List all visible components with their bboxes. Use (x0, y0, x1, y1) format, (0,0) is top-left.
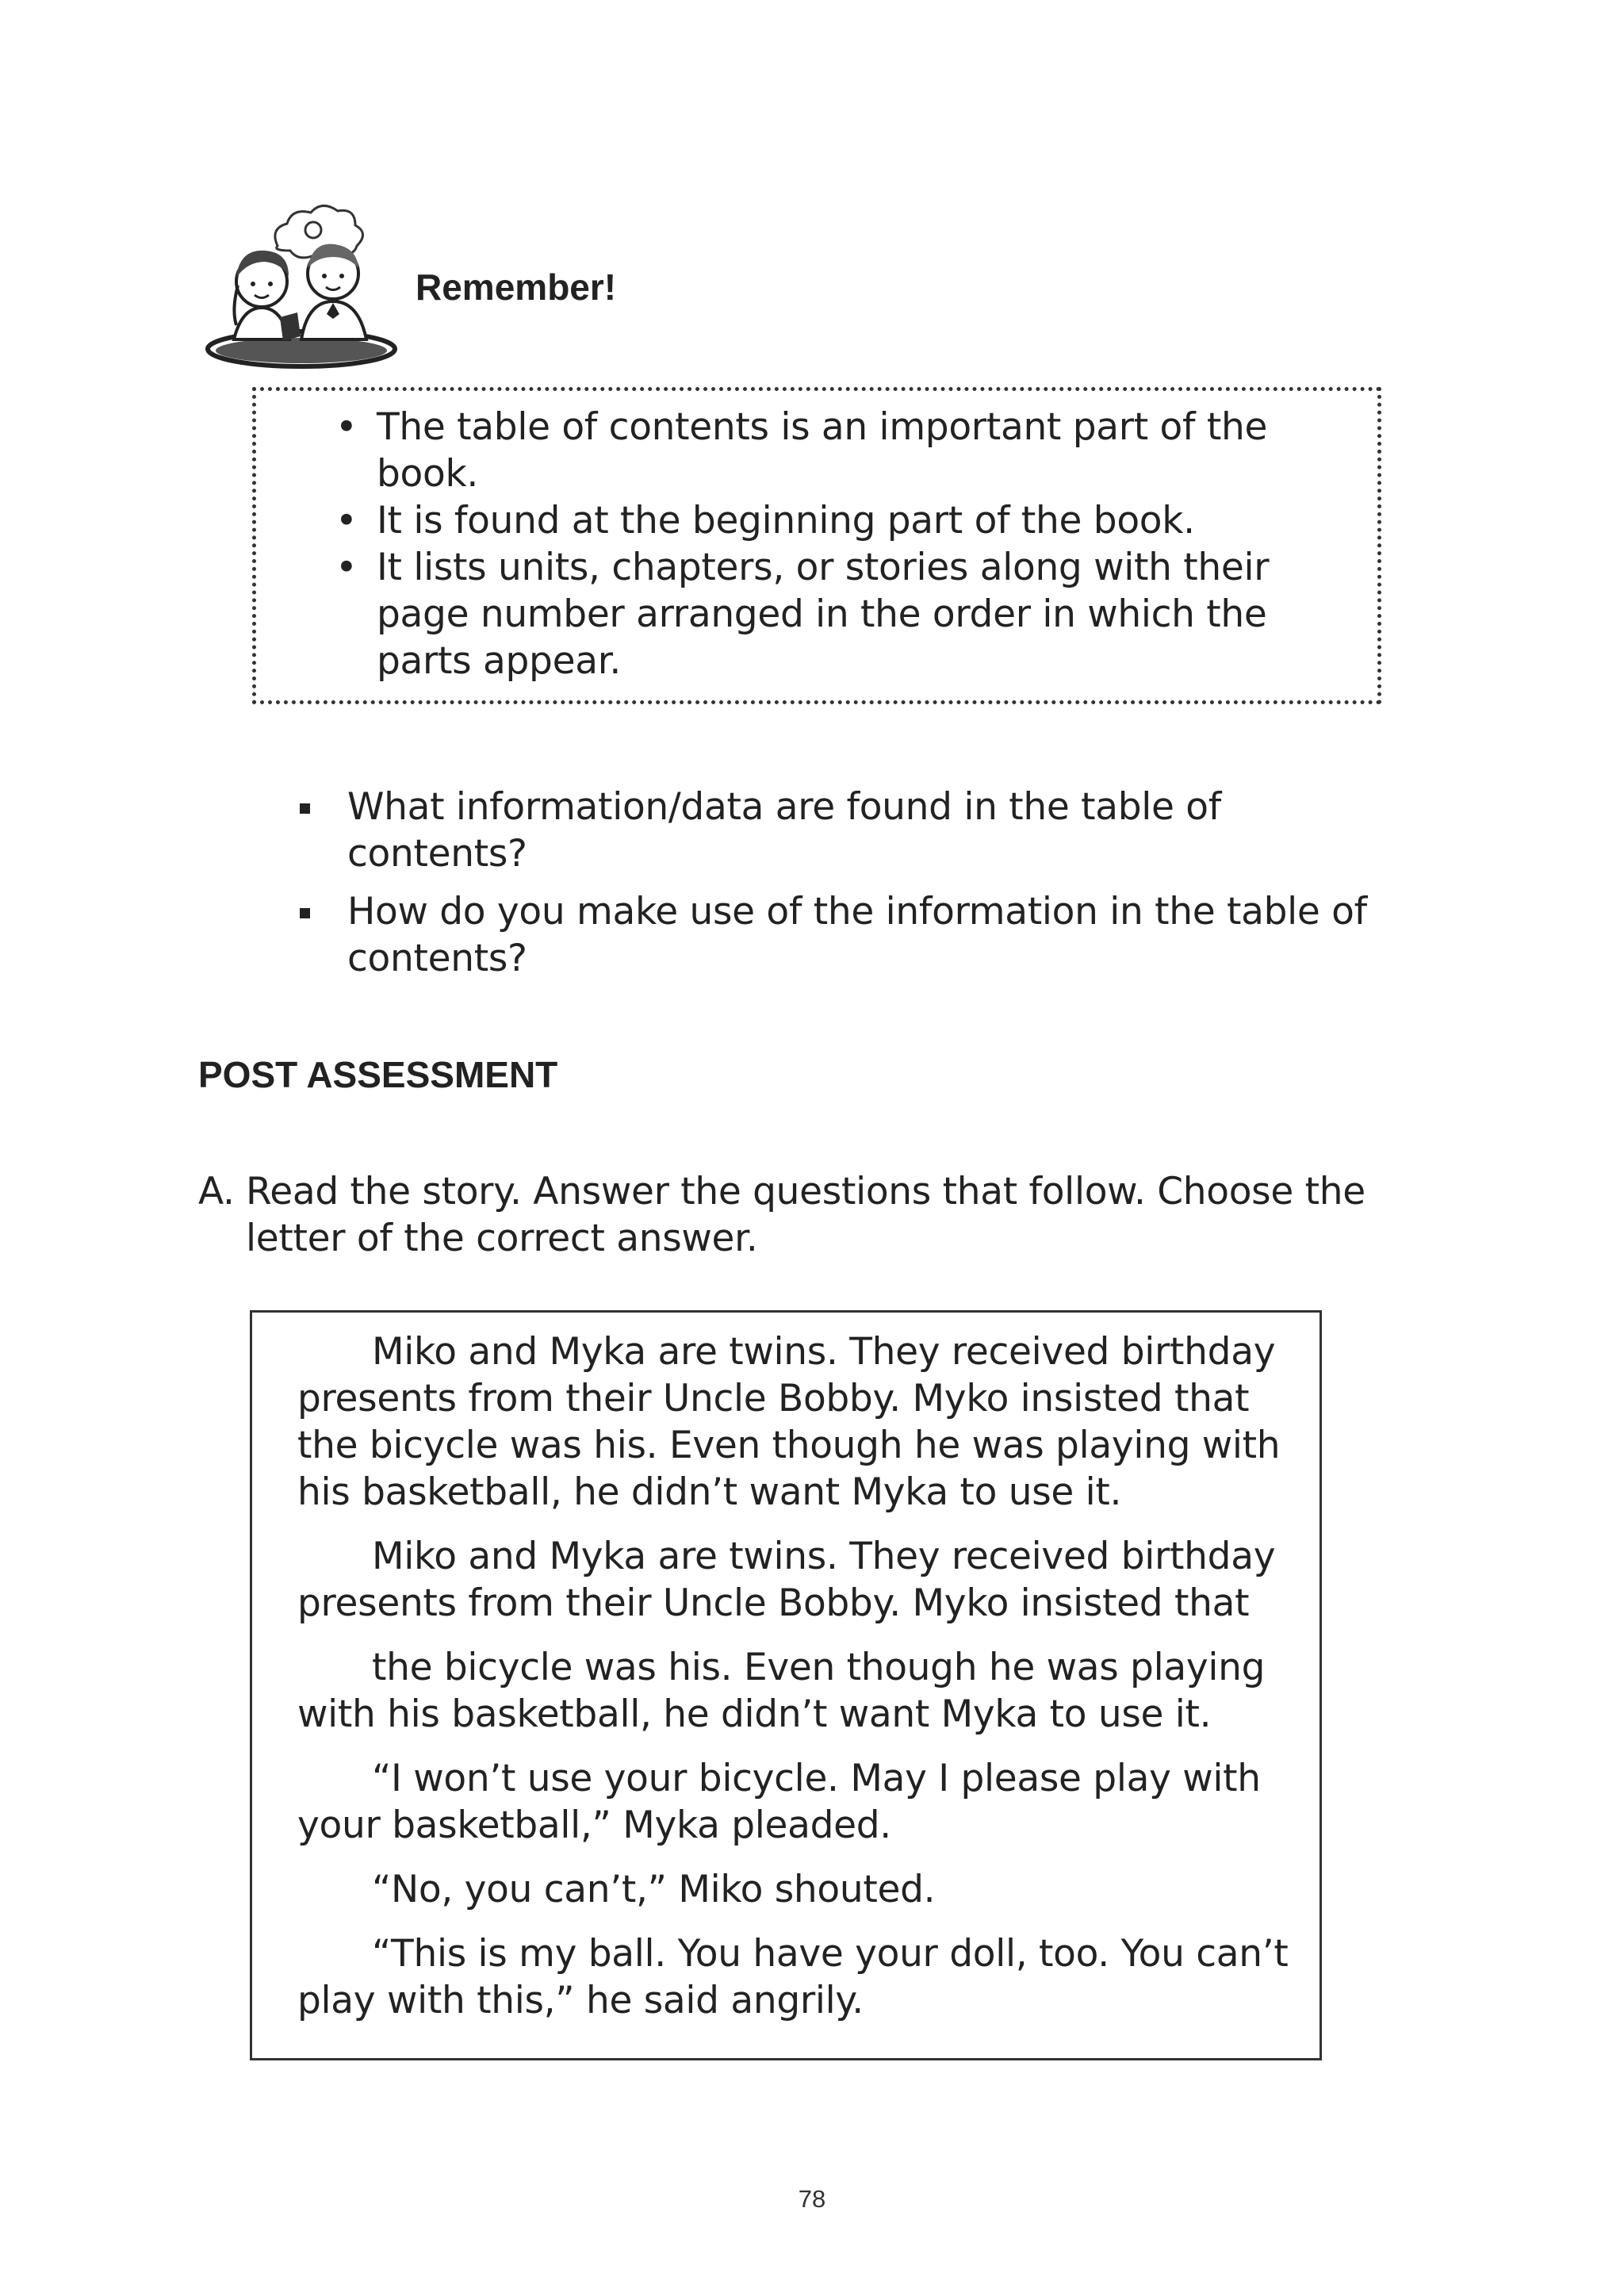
remember-point: • It is found at the beginning part of the book. (335, 497, 1303, 544)
instruction-letter: A. (198, 1170, 235, 1213)
post-assessment-heading: POST ASSESSMENT (198, 1054, 558, 1095)
instruction-text: Read the story. Answer the questions that follow. Choose the letter of the correct answer. (246, 1170, 1365, 1260)
story-paragraph: Miko and Myka are twins. They received birthday presents from their Uncle Bobby. Myko insisted that the bicycle was his. Even though he was playing with his basketball, he didn’t want Myka to use it. (297, 1330, 1281, 1514)
story-box (250, 1310, 1322, 2060)
story-text (297, 1328, 1289, 2024)
instruction (198, 1168, 1404, 1262)
story-paragraph: Miko and Myka are twins. They received birthday presents from their Uncle Bobby. Myko insisted that (297, 1535, 1276, 1625)
remember-box (252, 387, 1381, 704)
page-number: 78 (798, 2185, 826, 2213)
story-paragraph: “This is my ball. You have your doll, too. You can’t play with this,” he said angrily. (297, 1932, 1289, 2022)
reading-children-illustration (202, 198, 400, 373)
story-paragraph: the bicycle was his. Even though he was playing with his basketball, he didn’t want Myka to use it. (297, 1646, 1266, 1736)
remember-point: • It lists units, chapters, or stories along with their page number arranged in the order in which the parts appear. (335, 544, 1303, 684)
remember-heading: Remember! (416, 266, 617, 308)
question-list (298, 784, 1408, 993)
remember-list (335, 404, 1303, 684)
question-item: How do you make use of the information in the table of contents? (298, 888, 1408, 982)
question-item: What information/data are found in the table of contents? (298, 784, 1408, 877)
remember-point: • The table of contents is an important part of the book. (335, 404, 1303, 497)
story-paragraph: “I won’t use your bicycle. May I please play with your basketball,” Myka pleaded. (297, 1757, 1261, 1847)
story-paragraph: “No, you can’t,” Miko shouted. (372, 1868, 936, 1911)
